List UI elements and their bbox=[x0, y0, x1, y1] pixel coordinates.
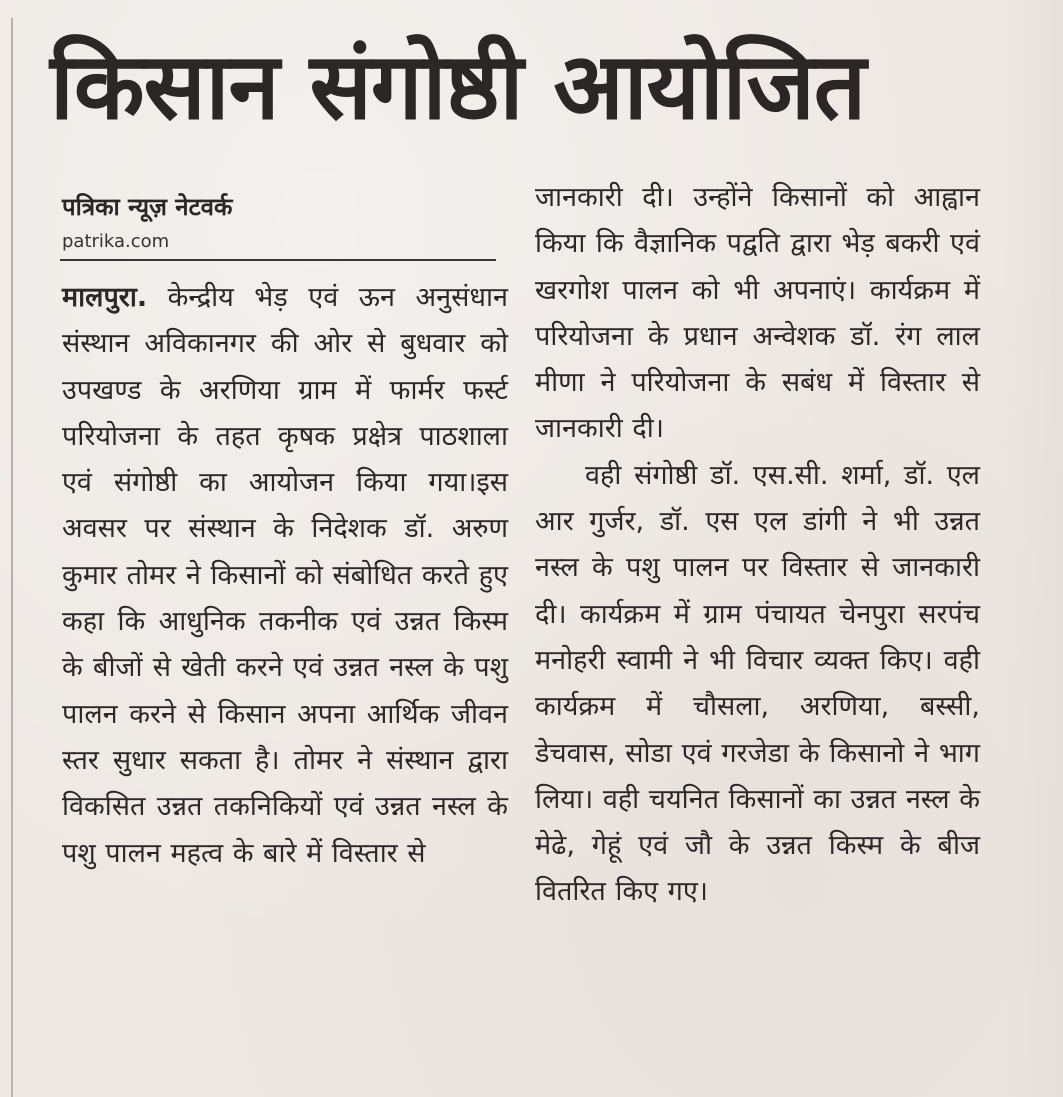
article-paragraph bbox=[62, 275, 508, 877]
byline: पत्रिका न्यूज़ नेटवर्क bbox=[62, 193, 233, 221]
article-paragraph: वही संगोष्ठी डॉ. एस.सी. शर्मा, डॉ. एल आर गुर्जर, डॉ. एस एल डांगी ने भी उन्नत नस्ल के पशु पालन पर विस्तार से जानकारी दी। कार्यक्रम में ग्राम पंचायत चेनपुरा सरपंच मनोहरी स्वामी ने भी विचार व्यक्त किए। वही कार्यक्रम में चौसला, अरणिया, बस्सी, डेचवास, सोडा एवं गरजेडा के किसानो ने भाग लिया। वही चयनित किसानों का उन्नत नस्ल के मेढे, गेहूं एवं जौ के उन्नत किस्म के बीज वितरित किए गए। bbox=[535, 459, 980, 908]
dateline: मालपुरा. bbox=[62, 282, 148, 313]
article-paragraph: जानकारी दी। उन्होंने किसानों को आह्वान किया कि वैज्ञानिक पद्वति द्वारा भेड़ बकरी एवं खरगोश पालन को भी अपनाएं। कार्यक्रम में परियोजना के प्रधान अन्वेशक डॉ. रंग लाल मीणा ने परियोजना के सबंध में विस्तार से जानकारी दी। bbox=[535, 182, 980, 445]
column-divider bbox=[11, 18, 13, 1097]
article-column-right bbox=[535, 175, 980, 1065]
headline: किसान संगोष्ठी आयोजित bbox=[50, 33, 866, 140]
adjacent-article-edge bbox=[1003, 0, 1063, 1097]
website-credit: patrika.com bbox=[62, 231, 170, 252]
article-text-left: केन्द्रीय भेड़ एवं ऊन अनुसंधान संस्थान अविकानगर की ओर से बुधवार को उपखण्ड के अरणिया ग्राम में फार्मर फर्स्ट परियोजना के तहत कृषक प्रक्षेत्र पाठशाला एवं संगोष्ठी का आयोजन किया गया।इस अवसर पर संस्थान के निदेशक डॉ. अरुण कुमार तोमर ने किसानों को संबोधित करते हुए कहा कि आधुनिक तकनीक एवं उन्नत किस्म के बीजों से खेती करने एवं उन्नत नस्ल के पशु पालन करने से किसान अपना आर्थिक जीवन स्तर सुधार सकता है। तोमर ने संस्थान द्वारा विकसित उन्नत तकनिकियों एवं उन्नत नस्ल के पशु पालन महत्व के बारे में विस्तार से bbox=[62, 282, 508, 869]
article-column-left bbox=[62, 275, 508, 1065]
byline-divider bbox=[60, 259, 496, 261]
